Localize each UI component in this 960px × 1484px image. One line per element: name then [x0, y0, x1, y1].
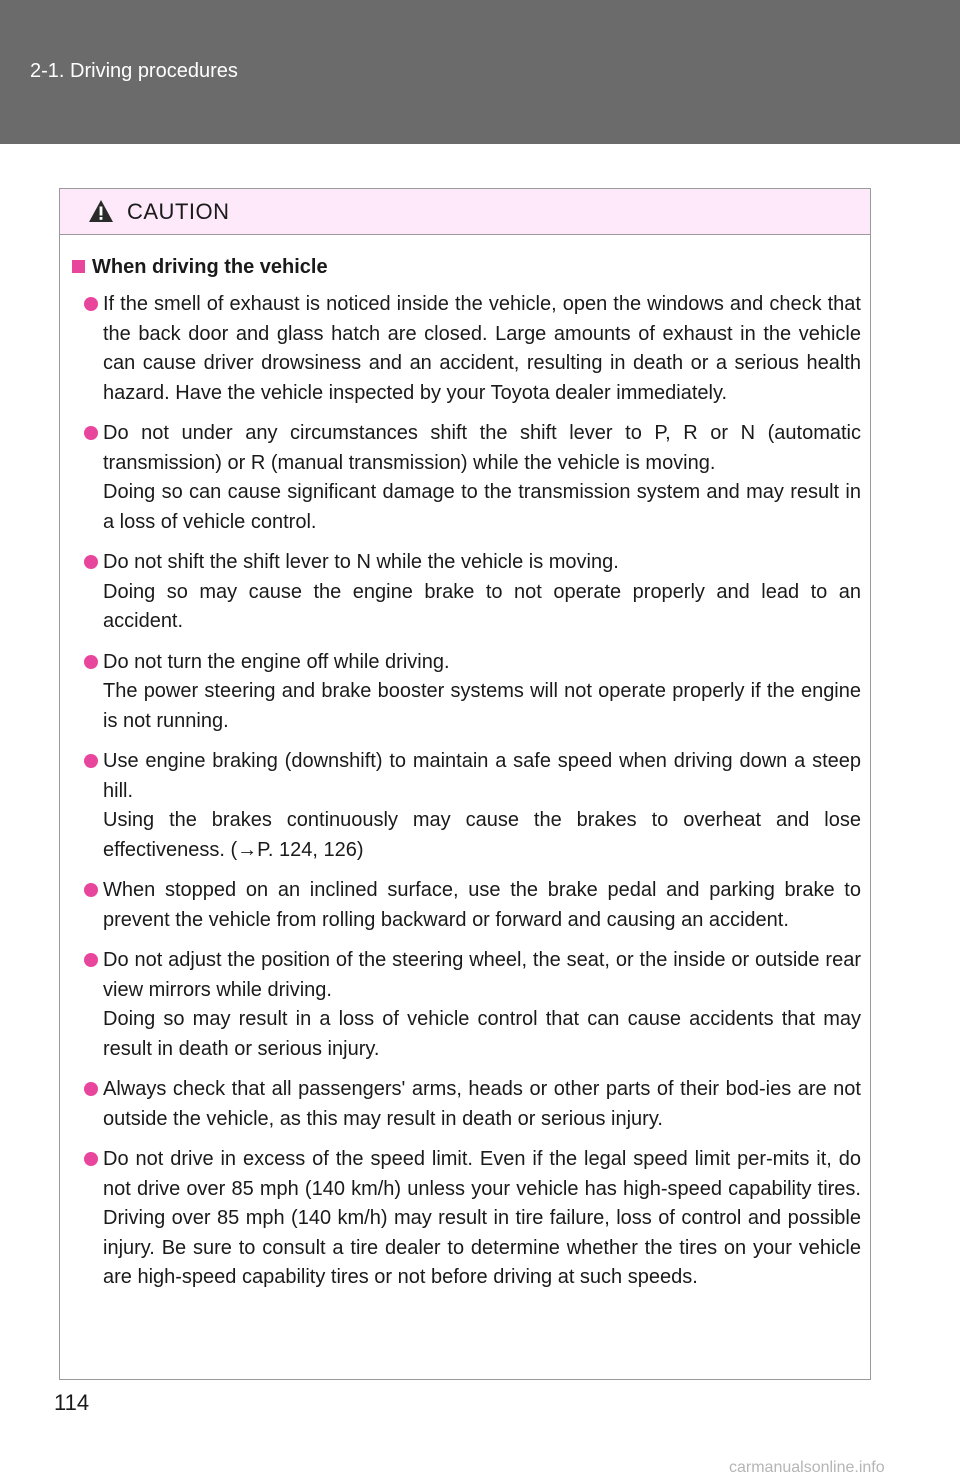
caution-list-item — [84, 290, 861, 408]
item-text: When stopped on an inclined surface, use the brake pedal and parking brake to prevent the vehicle from rolling backward or forward and causing an accident. — [103, 879, 861, 931]
section-title-text: When driving the vehicle — [92, 256, 328, 278]
item-text: Do not drive in excess of the speed limit. Even if the legal speed limit per-mits it, do not drive over 85 mph (140 km/h) unless your vehicle has high-speed capability tires. Driving over 85 mph (140 km/h) may result in tire failure, loss of control and possible injury. Be sure to consult a tire dealer to determine whether the tires on your vehicle are high-speed capability tires or not before driving at such speeds. — [103, 1148, 861, 1288]
round-bullet-icon — [84, 1082, 98, 1096]
warning-triangle-icon — [88, 199, 114, 223]
square-bullet-icon — [72, 260, 85, 273]
caution-list-item — [84, 548, 861, 637]
chapter-title: 2-1. Driving procedures — [30, 60, 238, 82]
item-text: If the smell of exhaust is noticed inside the vehicle, open the windows and check that the back door and glass hatch are closed. Large amounts of exhaust in the vehicle can cause driver drowsiness and an accident, resulting in death or a serious health hazard. Have the vehicle inspected by your Toyota dealer immediately. — [103, 293, 861, 404]
caution-list-item — [84, 946, 861, 1064]
caution-list-item — [84, 876, 861, 935]
section-title — [72, 256, 328, 279]
item-detail-text: Doing so may cause the engine brake to not operate properly and lead to an accident. — [103, 580, 861, 632]
caution-items-list — [84, 290, 861, 1304]
caution-list-item — [84, 648, 861, 737]
item-text: Do not turn the engine off while driving. — [103, 650, 450, 673]
caution-list-item — [84, 747, 861, 865]
item-detail-text: Doing so may result in a loss of vehicle control that can cause accidents that may result in death or serious injury. — [103, 1008, 861, 1060]
round-bullet-icon — [84, 1152, 98, 1166]
caution-box — [59, 188, 871, 1380]
watermark: carmanualsonline.info — [729, 1459, 885, 1476]
round-bullet-icon — [84, 754, 98, 768]
round-bullet-icon — [84, 655, 98, 669]
chapter-header-bar — [0, 0, 960, 144]
caution-list-item — [84, 419, 861, 537]
item-text: Always check that all passengers' arms, heads or other parts of their bod-ies are not outside the vehicle, as this may result in death or serious injury. — [103, 1078, 861, 1130]
item-text: Do not shift the shift lever to N while the vehicle is moving. — [103, 551, 619, 573]
item-text: Use engine braking (downshift) to maintain a safe speed when driving down a steep hill. — [103, 750, 861, 802]
caution-list-item — [84, 1145, 861, 1293]
item-detail-text: Using the brakes continuously may cause the brakes to overheat and lose effectiveness. (→P. 124, 126) — [103, 809, 861, 861]
item-text: Do not under any circumstances shift the shift lever to P, R or N (automatic transmission) or R (manual transmission) while the vehicle is moving. — [103, 422, 861, 474]
item-text: Do not adjust the position of the steering wheel, the seat, or the inside or outside rear view mirrors while driving. — [103, 949, 861, 1001]
round-bullet-icon — [84, 426, 98, 440]
item-detail-text: Doing so can cause significant damage to the transmission system and may result in a loss of vehicle control. — [103, 481, 861, 533]
item-detail-text: The power steering and brake booster systems will not operate properly if the engine is not running. — [103, 680, 861, 732]
round-bullet-icon — [84, 953, 98, 967]
caution-header — [60, 189, 870, 235]
page-number: 114 — [54, 1390, 90, 1415]
round-bullet-icon — [84, 297, 98, 311]
round-bullet-icon — [84, 555, 98, 569]
caution-label: CAUTION — [127, 199, 230, 224]
caution-list-item — [84, 1075, 861, 1134]
round-bullet-icon — [84, 883, 98, 897]
